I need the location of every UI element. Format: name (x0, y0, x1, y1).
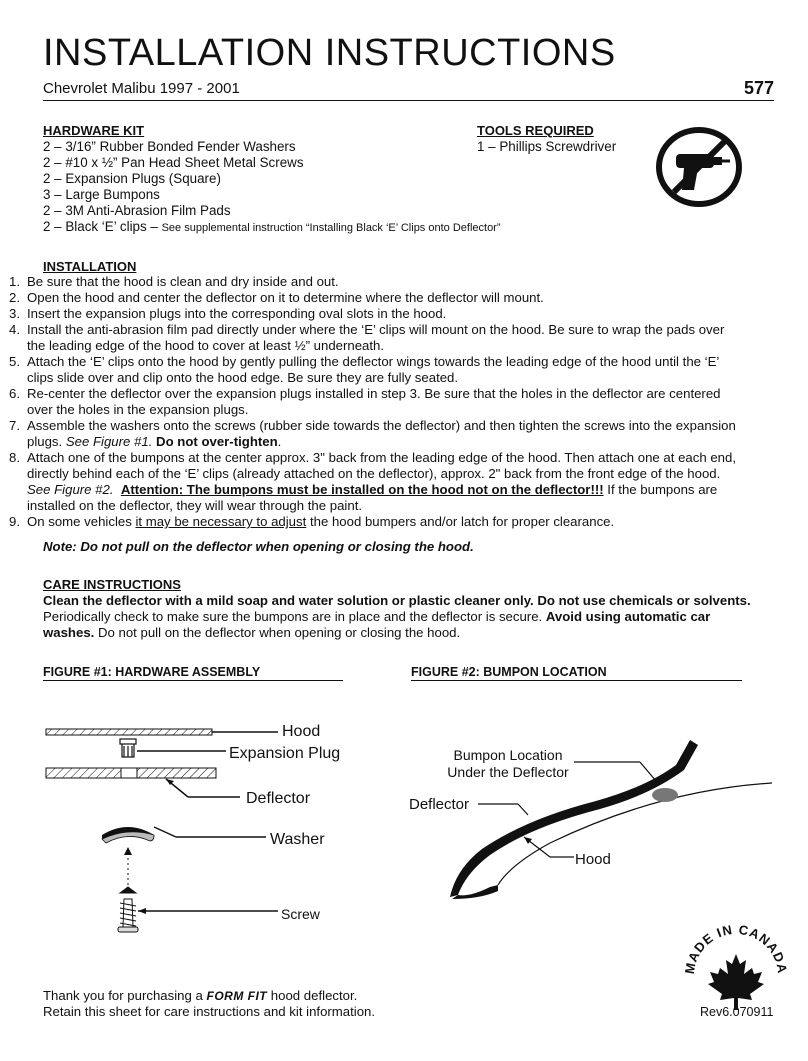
footer-retain: Retain this sheet for care instructions and kit information. (43, 1004, 376, 1019)
figure1-heading: FIGURE #1: HARDWARE ASSEMBLY (43, 664, 343, 681)
warning-text: Do not over-tighten (156, 434, 278, 449)
page-title: INSTALLATION INSTRUCTIONS (43, 32, 616, 74)
hood-label: Hood (282, 723, 321, 740)
care-heading: CARE INSTRUCTIONS (43, 577, 181, 592)
step-text: Re-center the deflector over the expansion plugs installed in step 3. Be sure that the holes in the deflector are centered (27, 386, 721, 401)
brand-logo: FORM FIT (206, 989, 268, 1003)
step-2: 2. Open the hood and center the deflector on it to determine where the deflector will mount. (9, 290, 544, 305)
kit-item: 2 – 3M Anti-Abrasion Film Pads (43, 203, 231, 218)
deflector-label: Deflector (246, 790, 311, 807)
step-9: 9. On some vehicles it may be necessary to adjust the hood bumpers and/or latch for proper clearance. (9, 514, 615, 529)
step-text: Insert the expansion plugs into the corresponding oval slots in the hood. (27, 306, 447, 321)
step-text: installed on the deflector, they will wear through the paint. (27, 498, 363, 513)
maple-leaf-icon (708, 954, 764, 1010)
hardware-kit-heading: HARDWARE KIT (43, 123, 145, 138)
care-section (43, 577, 803, 641)
step-text: plugs. (27, 434, 66, 449)
subheader (43, 80, 774, 101)
bumpon-label-line: Under the Deflector (447, 764, 569, 780)
tools-section (477, 123, 616, 155)
step-3: 3. Insert the expansion plugs into the corresponding oval slots in the hood. (9, 306, 447, 321)
step-4: 4. Install the anti-abrasion film pad directly under where the ‘E’ clips will mount on the hood. Be sure to wrap the pads over the leading edge of the hood to cover at least ½” underneath. (9, 322, 725, 353)
underlined-text: it may be necessary to adjust (135, 514, 307, 529)
kit-item: 2 – #10 x ½” Pan Head Sheet Metal Screws (43, 155, 304, 170)
bumpon-label-line: Bumpon Location (453, 747, 563, 763)
step-text: over the holes in the expansion plugs. (27, 402, 249, 417)
care-line (43, 609, 803, 625)
screw-label: Screw (281, 906, 320, 922)
part-number: 577 (743, 78, 774, 98)
step-text: Attach the ‘E’ clips onto the hood by gently pulling the deflector wings towards the leading edge of the hood until the ‘E’ (27, 354, 720, 369)
step-text: Attach one of the bumpons at the center approx. 3" back from the leading edge of the hood. Then attach one at each end, (27, 450, 736, 465)
kit-item (43, 219, 501, 236)
footer-thanks (43, 988, 357, 1004)
kit-item-note: See supplemental instruction “Installing Black ‘E’ Clips onto Deflector” (161, 222, 501, 234)
care-bold-text: washes. (43, 625, 95, 640)
figure-reference: See Figure #1. (65, 434, 153, 449)
step-text: the hood bumpers and/or latch for proper clearance. (306, 514, 615, 529)
step-7: 7. Assemble the washers onto the screws (rubber side towards the deflector) and then tighten the screws into the expansion plugs. See Figure #1. Do not over-tighten. (9, 418, 736, 449)
care-text: Periodically check to make sure the bumpons are in place and the deflector is secure. (43, 609, 546, 624)
care-text: Do not pull on the deflector when opening or closing the hood. (94, 625, 461, 640)
vehicle-model: Chevrolet Malibu 1997 - 2001 (43, 80, 240, 97)
hood-note: Note: Do not pull on the deflector when opening or closing the hood. (43, 539, 474, 554)
step-text: clips slide over and clip onto the hood edge. Be sure they are fully seated. (27, 370, 459, 385)
installation-steps (0, 274, 800, 530)
attention-text: Attention: The bumpons must be installed on the hood not on the deflector!!! (120, 482, 604, 497)
step-text: If the bumpons are (603, 482, 718, 497)
bumpon-shape (652, 788, 678, 802)
footer-text: Thank you for purchasing a (43, 988, 207, 1003)
hardware-kit-section (43, 123, 501, 236)
kit-item: 2 – 3/16” Rubber Bonded Fender Washers (43, 139, 296, 154)
fig2-deflector-label: Deflector (409, 796, 470, 813)
care-line (43, 625, 803, 641)
made-in-canada-text: MADE IN CANADA (681, 921, 790, 976)
step-text: the leading edge of the hood to cover at least ½” underneath. (27, 338, 385, 353)
screw-shape (118, 887, 138, 932)
step-8: 8. Attach one of the bumpons at the center approx. 3" back from the leading edge of the hood. Then attach one at each end, directly behind each of the ‘E’ clips (already attached on the deflector), approx. 2" back from the front edge of the hood. See Figure #2. Attention: The bumpons must be installed on the hood not on the deflector!!! If the bumpons are installed on the deflector, they will wear through the paint. (9, 450, 736, 513)
step-text: directly behind each of the ‘E’ clips (already attached on the deflector), approx. 2" back from the front edge of the hood. (27, 466, 721, 481)
step-6: 6. Re-center the deflector over the expansion plugs installed in step 3. Be sure that the holes in the deflector are centered over the holes in the expansion plugs. (9, 386, 721, 417)
step-5: 5. Attach the ‘E’ clips onto the hood by gently pulling the deflector wings towards the leading edge of the hood until the ‘E’ clips slide over and clip onto the hood edge. Be sure they are fully seated. (9, 354, 720, 385)
step-text: Install the anti-abrasion film pad directly under where the ‘E’ clips will mount on the hood. Be sure to wrap the pads over (27, 322, 725, 337)
expansion-plug-label: Expansion Plug (229, 745, 341, 762)
step-text: Open the hood and center the deflector on it to determine where the deflector will mount. (27, 290, 544, 305)
hood-plate (46, 729, 212, 735)
bumpon-location-label (444, 747, 572, 781)
figure2-heading: FIGURE #2: BUMPON LOCATION (411, 664, 742, 681)
kit-item: 3 – Large Bumpons (43, 187, 160, 202)
tool-item: 1 – Phillips Screwdriver (477, 139, 617, 154)
tools-heading: TOOLS REQUIRED (477, 123, 594, 138)
footer-text: hood deflector. (267, 988, 358, 1003)
installation-heading-text: INSTALLATION (43, 259, 137, 274)
washer-label: Washer (270, 831, 325, 848)
care-bold-text: Avoid using automatic car (545, 609, 711, 624)
fig2-hood-label: Hood (575, 851, 611, 868)
step-text: On some vehicles (27, 514, 136, 529)
kit-item: 2 – Expansion Plugs (Square) (43, 171, 221, 186)
revision-number: Rev6.070911 (700, 1005, 774, 1019)
figure-reference: See Figure #2. (27, 482, 114, 497)
step-text: Assemble the washers onto the screws (rubber side towards the deflector) and then tighten the screws into the expansion (27, 418, 736, 433)
step-text: Be sure that the hood is clean and dry inside and out. (27, 274, 339, 289)
kit-item-text: 2 – Black ‘E’ clips – (43, 219, 162, 234)
care-bold-line: Clean the deflector with a mild soap and water solution or plastic cleaner only. Do not use chemicals or solvents. (43, 593, 751, 608)
expansion-plug (120, 739, 136, 757)
no-power-drill-icon (654, 126, 744, 208)
step-1: 1. Be sure that the hood is clean and dry inside and out. (9, 274, 339, 289)
